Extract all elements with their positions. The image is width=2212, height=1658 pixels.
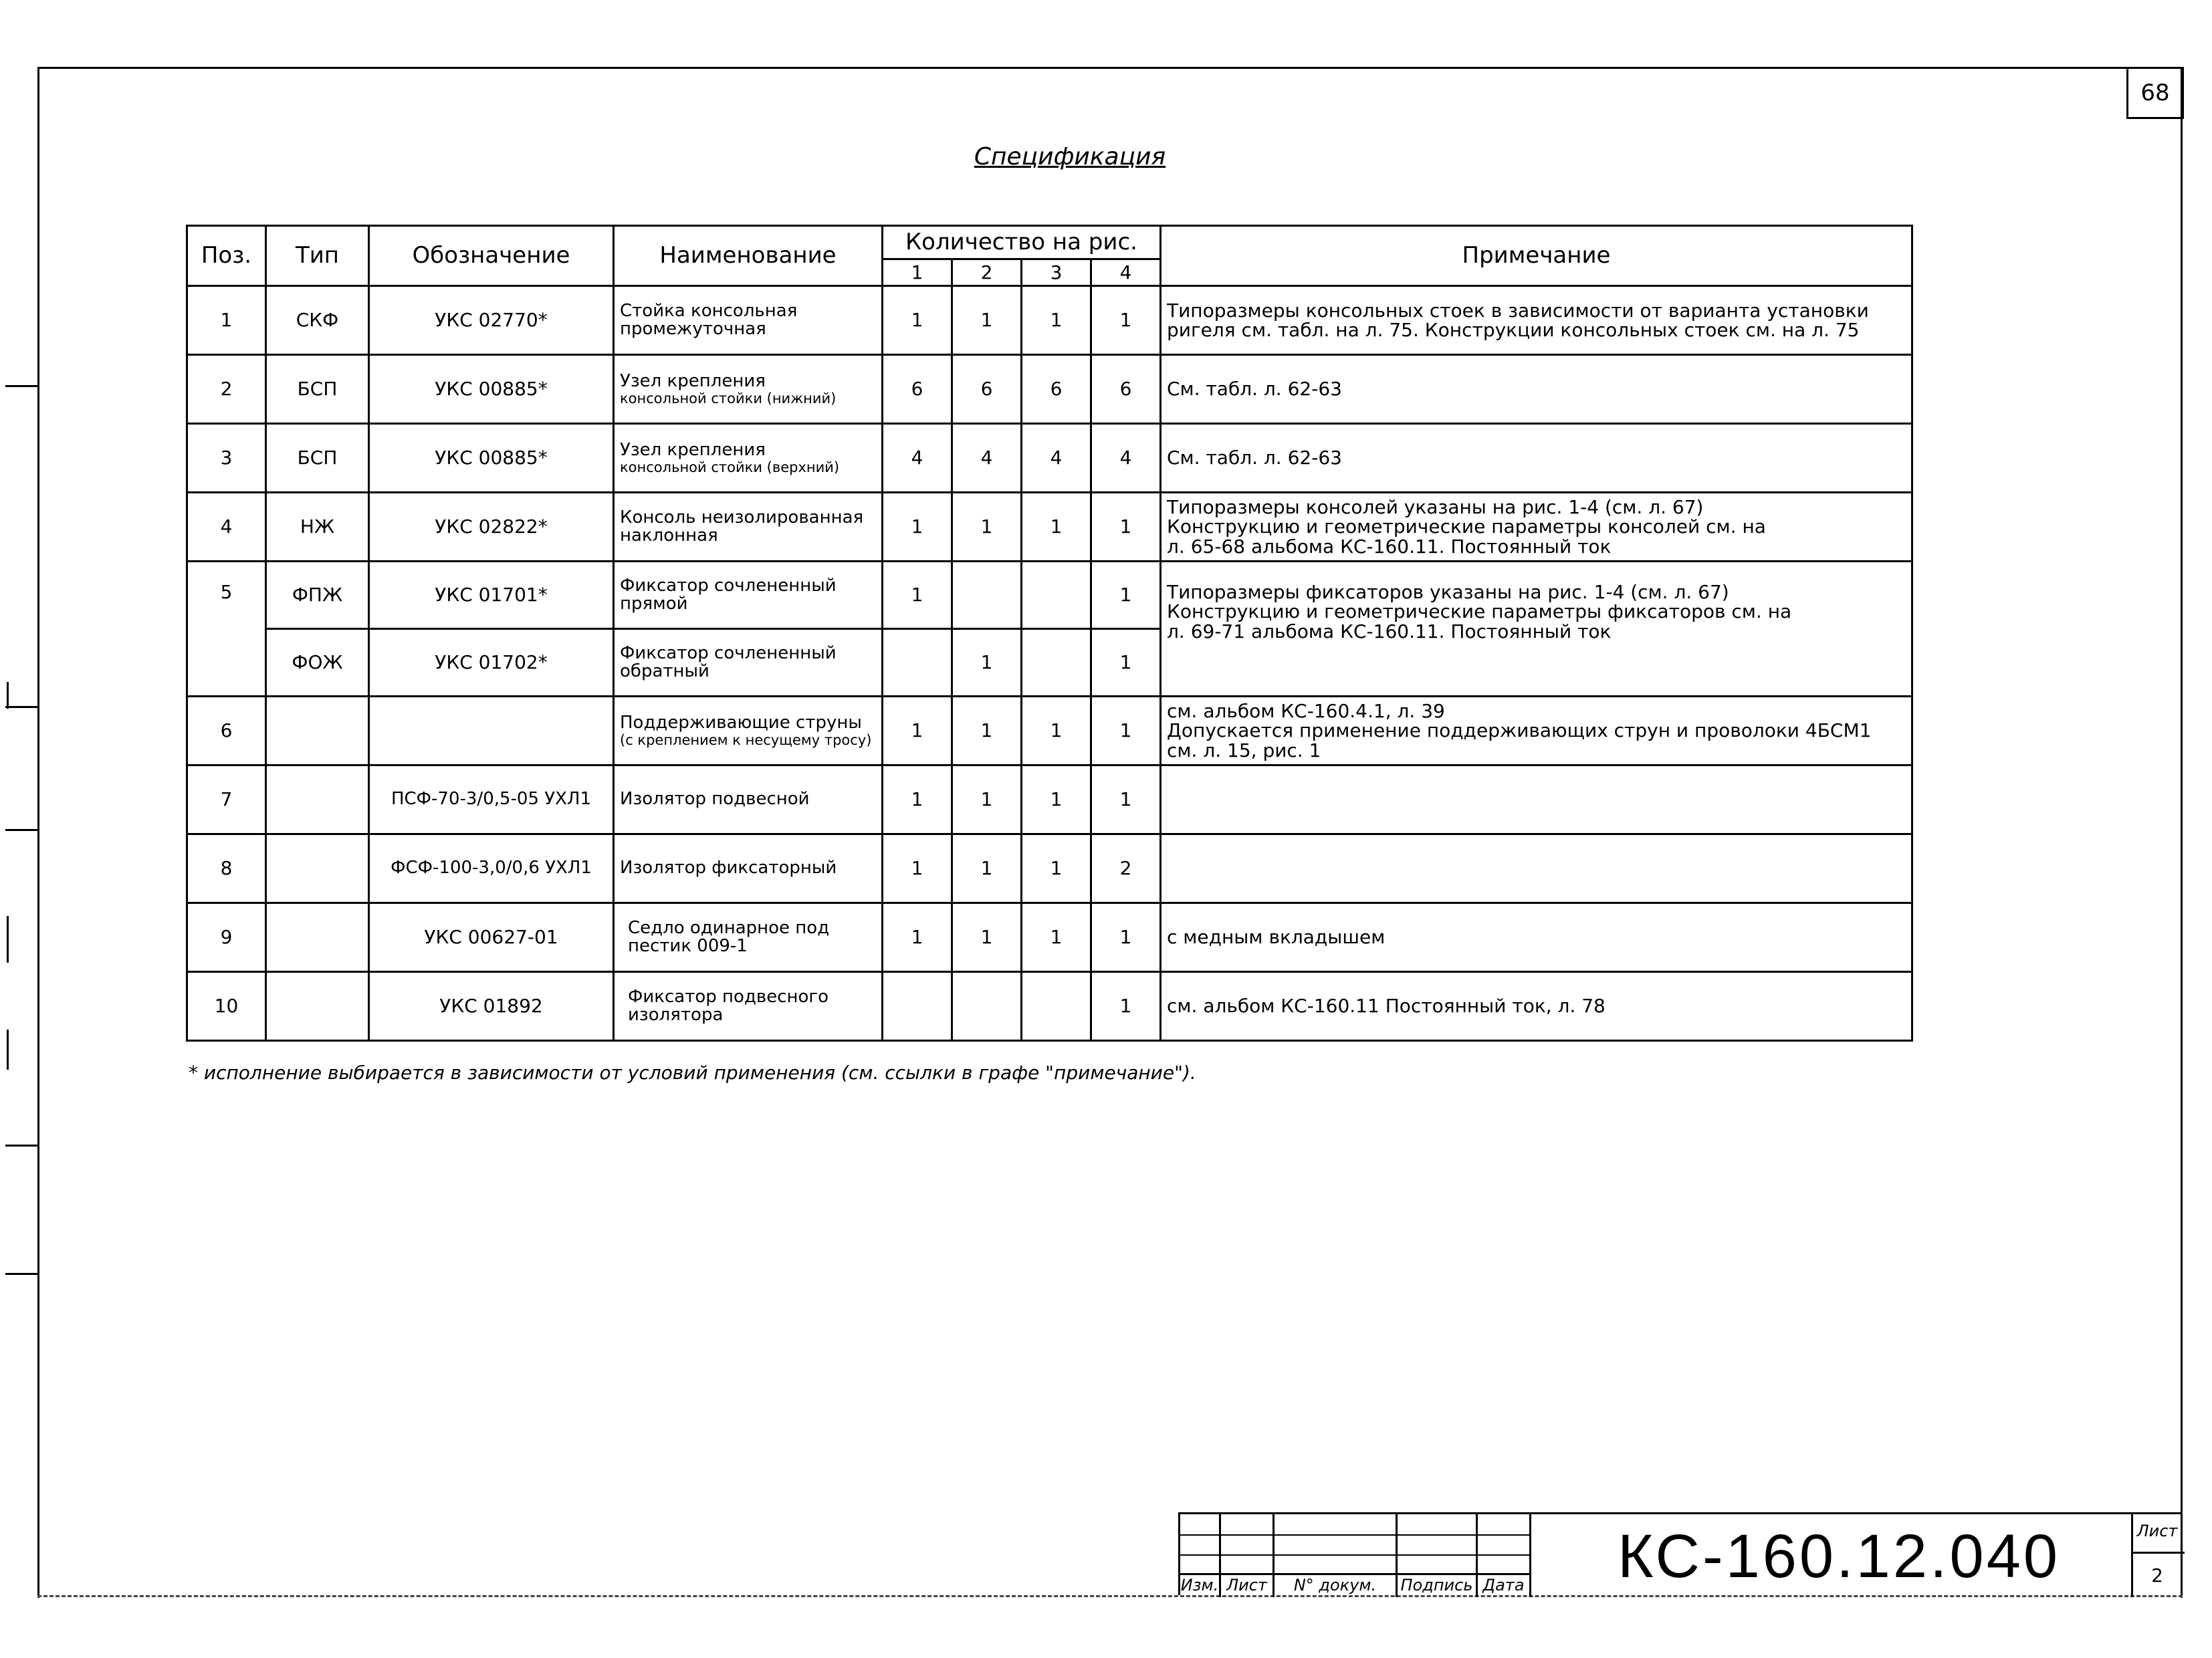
cell-note — [1161, 834, 1912, 903]
header-designation: Обозначение — [369, 226, 614, 286]
cell-qty: 1 — [883, 697, 952, 765]
cell-qty — [1022, 562, 1091, 629]
table-row — [187, 286, 1912, 355]
table-row — [187, 972, 1912, 1041]
cell-qty: 1 — [952, 834, 1022, 903]
footnote: * исполнение выбирается в зависимости от условий применения (см. ссылки в графе "примечание"). — [189, 1062, 1196, 1084]
cell-qty: 1 — [952, 765, 1022, 834]
name-main: Консоль неизолированная наклонная — [620, 507, 864, 546]
cell-designation: УКС 00885* — [369, 424, 614, 493]
cell-qty: 1 — [1091, 629, 1161, 697]
note-line: л. 69-71 альбома КС-160.11. Постоянный ток — [1167, 620, 1612, 642]
margin-tick — [7, 916, 9, 963]
note-line: Типоразмеры консольных стоек в зависимости от варианта установки — [1167, 299, 1869, 322]
cell-pos: 8 — [187, 834, 266, 903]
note-line: Конструкцию и геометрические параметры консолей см. на — [1167, 515, 1766, 538]
name-small: консольной стойки (нижний) — [620, 390, 837, 406]
note-line: Допускается применение поддерживающих струн и проволоки 4БСМ1 — [1167, 719, 1872, 742]
cell-designation: УКС 01892 — [369, 972, 614, 1041]
cell-qty: 1 — [883, 286, 952, 355]
cell-qty: 6 — [952, 355, 1022, 424]
cell-type: НЖ — [266, 493, 369, 562]
cell-name — [614, 834, 883, 903]
cell-pos: 5 — [187, 562, 266, 697]
note-line: л. 65-68 альбома КС-160.11. Постоянный ток — [1167, 535, 1612, 558]
cell-note — [1161, 355, 1912, 424]
tb-line — [1180, 1554, 1529, 1556]
name-main: Поддерживающие струны — [620, 713, 862, 733]
table-row — [187, 355, 1912, 424]
cell-qty: 1 — [952, 286, 1022, 355]
margin-tick — [7, 682, 9, 709]
header-fig-2: 2 — [952, 259, 1022, 286]
cell-name — [614, 629, 883, 697]
margin-tick — [5, 829, 37, 831]
cell-designation: УКС 02770* — [369, 286, 614, 355]
header-quantity: Количество на рис. — [883, 226, 1161, 259]
cell-qty — [883, 972, 952, 1041]
cell-name — [614, 972, 883, 1041]
cell-type: БСП — [266, 355, 369, 424]
cell-name — [614, 424, 883, 493]
cell-pos: 6 — [187, 697, 266, 765]
margin-tick — [5, 385, 37, 387]
note-line: см. альбом КС-160.4.1, л. 39 — [1167, 699, 1445, 722]
cell-note — [1161, 697, 1912, 765]
table-row — [187, 697, 1912, 765]
cell-qty: 1 — [883, 765, 952, 834]
cell-qty: 6 — [1091, 355, 1161, 424]
cell-designation: УКС 01702* — [369, 629, 614, 697]
note-line: Типоразмеры фиксаторов указаны на рис. 1-4 (см. л. 67) — [1167, 581, 1729, 603]
cell-qty: 1 — [1022, 834, 1091, 903]
tb-line — [1529, 1514, 1531, 1597]
cell-name — [614, 765, 883, 834]
cell-qty: 1 — [1091, 286, 1161, 355]
cell-name — [614, 903, 883, 972]
cell-qty: 1 — [883, 834, 952, 903]
tb-date-label: Дата — [1482, 1576, 1525, 1594]
note-line: См. табл. л. 62-63 — [1167, 447, 1342, 469]
cell-qty: 1 — [1091, 697, 1161, 765]
cell-qty: 1 — [1022, 903, 1091, 972]
cell-qty: 6 — [1022, 355, 1091, 424]
tb-list-label: Лист — [1226, 1576, 1267, 1594]
cell-qty — [1022, 972, 1091, 1041]
margin-tick — [5, 1145, 37, 1147]
cell-qty: 6 — [883, 355, 952, 424]
note-line: См. табл. л. 62-63 — [1167, 378, 1342, 400]
cell-qty: 4 — [1022, 424, 1091, 493]
cell-designation: УКС 00885* — [369, 355, 614, 424]
cell-qty: 4 — [1091, 424, 1161, 493]
name-main: Фиксатор подвесного изолятора — [628, 986, 829, 1025]
cell-qty: 1 — [952, 629, 1022, 697]
cell-note — [1161, 424, 1912, 493]
cell-qty — [883, 629, 952, 697]
name-main: Стойка консольная промежуточная — [620, 300, 798, 339]
cell-note — [1161, 562, 1912, 697]
cell-qty: 1 — [1022, 493, 1091, 562]
cell-qty: 4 — [883, 424, 952, 493]
table-row — [187, 765, 1912, 834]
name-small: (с креплением к несущему тросу) — [620, 731, 872, 748]
cell-note — [1161, 765, 1912, 834]
cell-type — [266, 972, 369, 1041]
header-fig-1: 1 — [883, 259, 952, 286]
note-line: см. л. 15, рис. 1 — [1167, 739, 1321, 761]
name-small: консольной стойки (верхний) — [620, 459, 840, 475]
margin-tick — [5, 706, 37, 708]
cell-name — [614, 562, 883, 629]
tb-line — [1180, 1573, 1529, 1575]
cell-note — [1161, 286, 1912, 355]
cell-qty: 1 — [1091, 562, 1161, 629]
cell-pos: 1 — [187, 286, 266, 355]
cell-pos: 10 — [187, 972, 266, 1041]
cell-name — [614, 355, 883, 424]
cell-designation: УКС 02822* — [369, 493, 614, 562]
cell-qty: 1 — [883, 562, 952, 629]
header-pos: Поз. — [187, 226, 266, 286]
cell-qty: 1 — [1022, 697, 1091, 765]
cell-pos: 3 — [187, 424, 266, 493]
table-row — [187, 562, 1912, 629]
cell-qty: 1 — [1091, 903, 1161, 972]
note-line: Конструкцию и геометрические параметры фиксаторов см. на — [1167, 600, 1792, 623]
note-line: ригеля см. табл. на л. 75. Конструкции консольных стоек см. на л. 75 — [1167, 319, 1860, 341]
specification-table — [186, 225, 1913, 1042]
cell-type: СКФ — [266, 286, 369, 355]
header-note: Примечание — [1161, 226, 1912, 286]
cell-designation: ФСФ-100-3,0/0,6 УХЛ1 — [369, 834, 614, 903]
sheet-value: 2 — [2151, 1564, 2163, 1586]
cell-pos: 7 — [187, 765, 266, 834]
cell-name — [614, 697, 883, 765]
cell-qty: 1 — [1022, 765, 1091, 834]
sheet-label: Лист — [2136, 1522, 2178, 1540]
tb-ndoc-label: N° докум. — [1293, 1576, 1377, 1594]
cell-qty — [952, 562, 1022, 629]
page-title: Спецификация — [974, 143, 1166, 170]
cell-qty: 1 — [952, 697, 1022, 765]
name-main: Изолятор подвесной — [620, 789, 810, 810]
sheet-number: 68 — [2126, 67, 2184, 119]
tb-line — [1180, 1534, 1529, 1536]
tb-sign-label: Подпись — [1400, 1576, 1473, 1594]
margin-tick — [7, 1030, 9, 1070]
table-row — [187, 903, 1912, 972]
table-row — [187, 424, 1912, 493]
cell-qty: 2 — [1091, 834, 1161, 903]
cell-qty: 1 — [1091, 493, 1161, 562]
cell-type: ФПЖ — [266, 562, 369, 629]
header-type: Тип — [266, 226, 369, 286]
cell-qty — [952, 972, 1022, 1041]
cell-note — [1161, 903, 1912, 972]
cell-designation: ПСФ-70-3/0,5-05 УХЛ1 — [369, 765, 614, 834]
cell-type — [266, 697, 369, 765]
cell-qty: 1 — [952, 903, 1022, 972]
cell-name — [614, 493, 883, 562]
tb-izm-label: Изм. — [1180, 1576, 1219, 1594]
cell-type — [266, 903, 369, 972]
cell-qty: 1 — [1091, 972, 1161, 1041]
note-line: см. альбом КС-160.11 Постоянный ток, л. 78 — [1167, 995, 1606, 1018]
cell-qty — [1022, 629, 1091, 697]
cell-qty: 1 — [952, 493, 1022, 562]
name-main: Изолятор фиксаторный — [620, 858, 837, 878]
cell-type — [266, 765, 369, 834]
cell-name — [614, 286, 883, 355]
cell-pos: 9 — [187, 903, 266, 972]
cell-pos: 2 — [187, 355, 266, 424]
table-row — [187, 834, 1912, 903]
name-main: Седло одинарное под пестик 009-1 — [628, 917, 830, 956]
note-line: Типоразмеры консолей указаны на рис. 1-4 (см. л. 67) — [1167, 495, 1704, 518]
cell-note — [1161, 972, 1912, 1041]
name-main: Узел крепления — [620, 371, 766, 392]
cell-note — [1161, 493, 1912, 562]
cell-type — [266, 834, 369, 903]
frame-bottom-edge — [37, 1595, 2183, 1597]
cell-qty: 1 — [1022, 286, 1091, 355]
table-row — [187, 493, 1912, 562]
cell-qty: 1 — [883, 903, 952, 972]
cell-designation: УКС 01701* — [369, 562, 614, 629]
header-fig-4: 4 — [1091, 259, 1161, 286]
cell-type: ФОЖ — [266, 629, 369, 697]
cell-designation — [369, 697, 614, 765]
table-header-row — [187, 226, 1912, 259]
cell-qty: 4 — [952, 424, 1022, 493]
note-line: с медным вкладышем — [1167, 926, 1386, 949]
margin-tick — [5, 1273, 37, 1275]
cell-pos: 4 — [187, 493, 266, 562]
name-main: Фиксатор сочлененный обратный — [620, 642, 837, 681]
cell-type: БСП — [266, 424, 369, 493]
cell-qty: 1 — [883, 493, 952, 562]
cell-designation: УКС 00627-01 — [369, 903, 614, 972]
name-main: Фиксатор сочлененный прямой — [620, 575, 837, 614]
name-main: Узел крепления — [620, 440, 766, 461]
header-name: Наименование — [614, 226, 883, 286]
cell-qty: 1 — [1091, 765, 1161, 834]
document-number: КС-160.12.040 — [1617, 1522, 2061, 1590]
header-fig-3: 3 — [1022, 259, 1091, 286]
